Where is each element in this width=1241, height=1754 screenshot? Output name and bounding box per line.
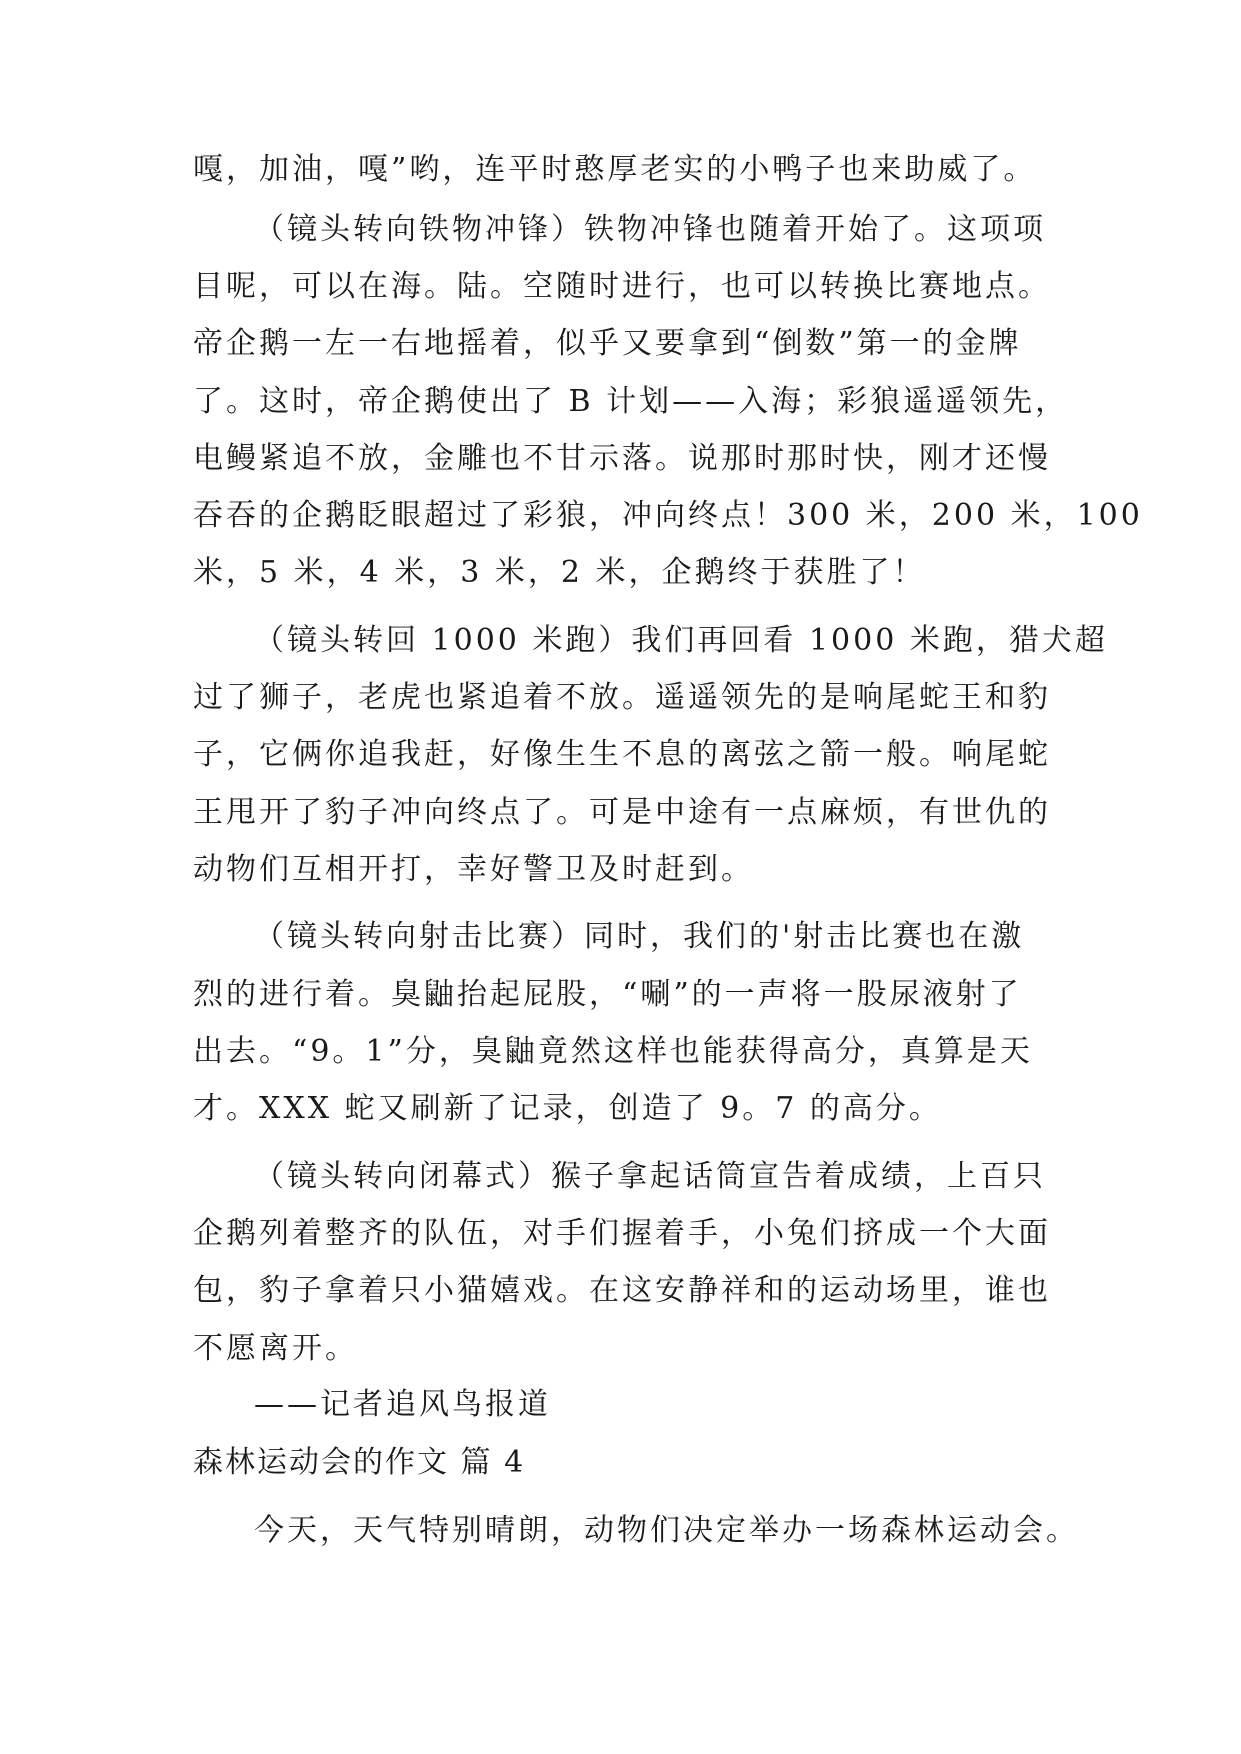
paragraph-line: 今天，天气特别晴朗，动物们决定举办一场森林运动会。 — [254, 1513, 1079, 1548]
paragraph-line: （镜头转向射击比赛）同时，我们的'射击比赛也在激 — [254, 919, 1025, 954]
paragraph-line: （镜头转向铁物冲锋）铁物冲锋也随着开始了。这项项 — [254, 212, 1046, 247]
paragraph-line: 烈的进行着。臭鼬抬起屁股，“唰”的一声将一股尿液射了 — [193, 977, 1022, 1012]
paragraph-line: （镜头转向闭幕式）猴子拿起话筒宣告着成绩，上百只 — [254, 1159, 1046, 1194]
byline: ——记者追风鸟报道 — [254, 1387, 551, 1422]
paragraph-line: 王甩开了豹子冲向终点了。可是中途有一点麻烦，有世仇的 — [193, 795, 1051, 830]
paragraph-line: （镜头转回 1000 米跑）我们再回看 1000 米跑，猎犬超 — [254, 623, 1108, 658]
paragraph-line: 了。这时，帝企鹅使出了 B 计划——入海；彩狼遥遥领先， — [193, 384, 1069, 419]
paragraph-line: 目呢，可以在海。陆。空随时进行，也可以转换比赛地点。 — [193, 269, 1051, 304]
paragraph-line: 出去。“9。1”分，臭鼬竟然这样也能获得高分，真算是天 — [193, 1034, 1033, 1069]
paragraph-line: 动物们互相开打，幸好警卫及时赶到。 — [193, 852, 754, 887]
paragraph-line: 电鳗紧追不放，金雕也不甘示落。说那时那时快，刚才还慢 — [193, 441, 1051, 476]
paragraph-line: 包，豹子拿着只小猫嬉戏。在这安静祥和的运动场里，谁也 — [193, 1273, 1051, 1308]
paragraph-line: 子，它俩你追我赶，好像生生不息的离弦之箭一般。响尾蛇 — [193, 737, 1051, 772]
section-heading: 森林运动会的作文 篇 4 — [193, 1445, 526, 1480]
paragraph-line: 嘎，加油，嘎”哟，连平时憨厚老实的小鸭子也来助威了。 — [193, 152, 1037, 187]
paragraph-line: 米，5 米，4 米，3 米，2 米，企鹅终于获胜了！ — [193, 555, 926, 590]
paragraph-line: 才。XXX 蛇又刷新了记录，创造了 9。7 的高分。 — [193, 1091, 942, 1126]
paragraph-line: 企鹅列着整齐的队伍，对手们握着手，小兔们挤成一个大面 — [193, 1216, 1051, 1251]
paragraph-line: 不愿离开。 — [193, 1331, 358, 1366]
paragraph-line: 过了狮子，老虎也紧追着不放。遥遥领先的是响尾蛇王和豹 — [193, 680, 1051, 715]
paragraph-line: 帝企鹅一左一右地摇着，似乎又要拿到“倒数”第一的金牌 — [193, 326, 1022, 361]
paragraph-line: 吞吞的企鹅眨眼超过了彩狼，冲向终点！300 米，200 米，100 — [193, 498, 1143, 533]
